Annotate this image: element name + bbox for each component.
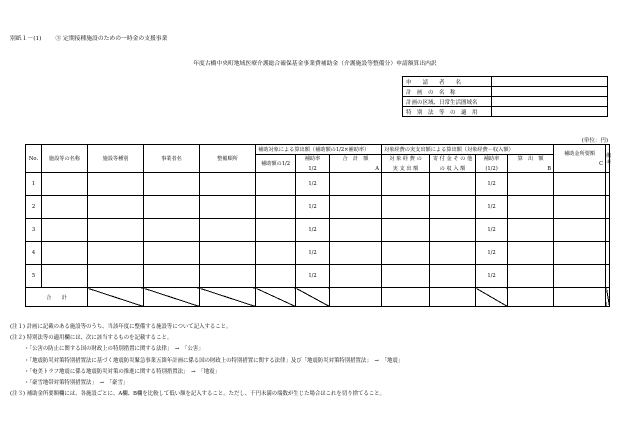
total-facility-type-void (88, 288, 144, 307)
group-header-actual-cost: 対象経費の実支出額による算出額（対象経費－収入額） (382, 145, 554, 155)
cell-business-name[interactable] (144, 242, 200, 265)
required-amount-label: 補助金所要額 (563, 151, 596, 157)
cell-half-amount[interactable] (256, 219, 296, 242)
cell-rate-b: 1/2 (476, 173, 508, 196)
col-header-calculated-b (508, 155, 554, 173)
row-number: 1 (26, 173, 42, 196)
cell-rate-b: 1/2 (476, 265, 508, 288)
table-row (26, 173, 610, 196)
table-row (26, 242, 610, 265)
total-a-mark: A (375, 166, 380, 172)
cell-actual-cost[interactable] (382, 265, 430, 288)
cell-remarks[interactable] (606, 196, 610, 219)
cell-required-amount[interactable] (554, 219, 606, 242)
info-value-plan-area[interactable] (492, 97, 608, 107)
col-header-business-name: 事業者名 (144, 145, 200, 173)
total-a-label: 合 計 額 (342, 156, 369, 162)
cell-rate-a: 1/2 (296, 219, 330, 242)
cell-facility-name[interactable] (42, 173, 88, 196)
cell-facility-type[interactable] (88, 173, 144, 196)
info-row (403, 97, 608, 107)
total-half-amount-void (256, 288, 296, 307)
total-label: 合 計 (26, 288, 88, 307)
table-row (26, 219, 610, 242)
cell-total-a[interactable] (330, 219, 382, 242)
col-header-facility-type: 施設等種別 (88, 145, 144, 173)
cell-rate-b: 1/2 (476, 219, 508, 242)
group-header-subsidy: 補助対象による算出額（補助額の1/2×補助率） (256, 145, 382, 155)
cell-required-amount[interactable] (554, 265, 606, 288)
cell-calculated-b[interactable] (508, 173, 554, 196)
total-actual-cost-cell[interactable] (382, 288, 430, 307)
info-label-plan-area: 計画の区域、日常生活圏域名 (403, 97, 492, 107)
cell-facility-name[interactable] (42, 196, 88, 219)
cell-facility-name[interactable] (42, 219, 88, 242)
cell-category[interactable] (200, 196, 256, 219)
col-header-category: 整備順所 (200, 145, 256, 173)
note-2-item-snow: ・「豪雪地帯対策特別措置法」 → 「豪雪」 (24, 380, 129, 387)
cell-rate-a: 1/2 (296, 265, 330, 288)
cell-business-name[interactable] (144, 219, 200, 242)
rate-a-sub: 1/2 (308, 166, 317, 172)
cell-facility-type[interactable] (88, 242, 144, 265)
table-row (26, 265, 610, 288)
col-header-half-amount: 補助額の1/2 (256, 155, 296, 173)
note-3: (注３) 補助金所要額欄には、各施設ごとに、A欄、B欄を比較して低い額を記入すること。ただし、千円未満の端数が生じた場合はこれを切り捨てること。 (10, 391, 385, 398)
table-row (26, 196, 610, 219)
cell-actual-cost[interactable] (382, 242, 430, 265)
total-row (26, 288, 610, 307)
calculation-table (25, 144, 617, 307)
info-row (403, 107, 608, 117)
cell-rate-a: 1/2 (296, 242, 330, 265)
cell-required-amount[interactable] (554, 242, 606, 265)
col-header-required-amount (554, 145, 606, 173)
other-income-line1: 寄 付 金 そ の 他 (432, 156, 473, 162)
rate-a-label: 補助率 (304, 156, 321, 162)
info-row (403, 77, 608, 87)
cell-required-amount[interactable] (554, 196, 606, 219)
row-number: 3 (26, 219, 42, 242)
cell-business-name[interactable] (144, 265, 200, 288)
rate-b-sub: (1/2) (485, 166, 498, 172)
cell-category[interactable] (200, 173, 256, 196)
info-label-plan-name: 計 画 の 名 称 (403, 87, 492, 97)
cell-remarks[interactable] (606, 173, 610, 196)
cell-business-name[interactable] (144, 173, 200, 196)
cell-calculated-b[interactable] (508, 242, 554, 265)
cell-half-amount[interactable] (256, 242, 296, 265)
row-number: 5 (26, 265, 42, 288)
header-row-1 (26, 145, 610, 155)
cell-remarks[interactable] (606, 219, 610, 242)
cell-other-income[interactable] (430, 173, 476, 196)
cell-total-a[interactable] (330, 265, 382, 288)
cell-rate-b: 1/2 (476, 242, 508, 265)
cell-half-amount[interactable] (256, 196, 296, 219)
reference-number: 別紙１－(1) (10, 36, 42, 42)
info-label-special-law: 特 別 法 等 の 適 用 (403, 107, 492, 117)
total-a-cell[interactable] (330, 288, 382, 307)
note-2-item-pollution: ・「公害の防止に関する国の財政上の特別措置に関する法律」 → 「公害」 (24, 346, 204, 353)
row-number: 4 (26, 242, 42, 265)
cell-business-name[interactable] (144, 196, 200, 219)
calculated-b-label: 算 出 額 (517, 156, 544, 162)
other-income-line2: の 収 入 額 (439, 166, 466, 172)
actual-cost-line1: 対 象 経 費 の (389, 156, 422, 162)
calculated-b-mark: B (547, 166, 552, 172)
cell-total-a[interactable] (330, 173, 382, 196)
required-amount-mark: C (599, 161, 604, 167)
cell-other-income[interactable] (430, 242, 476, 265)
cell-category[interactable] (200, 219, 256, 242)
row-number: 2 (26, 196, 42, 219)
total-rate-a-void (296, 288, 330, 307)
total-b-cell[interactable] (508, 288, 554, 307)
cell-facility-type[interactable] (88, 265, 144, 288)
reference-item: ③ 定期接種施設のための一時金の支援事業 (55, 36, 168, 42)
note-2-item-earthquake: ・「地震防災対策特別措置法に基づく地震防災緊急事業五箇年計画に係る国の財政上の特別措置に関する法律」及び「地震防災対策特別措置法」 → 「地震」 (24, 357, 404, 364)
cell-actual-cost[interactable] (382, 173, 430, 196)
total-category-void (200, 288, 256, 307)
cell-calculated-b[interactable] (508, 219, 554, 242)
cell-total-a[interactable] (330, 242, 382, 265)
info-row (403, 87, 608, 97)
total-business-void (144, 288, 200, 307)
note-2: (注２) 特別法等の適用欄には、次に該当するものを記載すること。 (10, 335, 173, 342)
applicant-info-table (402, 76, 608, 117)
info-label-applicant: 申 請 者 名 (403, 77, 492, 87)
cell-total-a[interactable] (330, 196, 382, 219)
info-value-plan-name[interactable] (492, 87, 608, 97)
col-header-no: No. (26, 145, 42, 173)
col-header-rate-b (476, 155, 508, 173)
notes-section (10, 322, 403, 400)
col-header-rate-a (296, 155, 330, 173)
rate-b-label: 補助率 (483, 156, 500, 162)
cell-remarks[interactable] (606, 242, 610, 265)
cell-category[interactable] (200, 242, 256, 265)
cell-required-amount[interactable] (554, 173, 606, 196)
total-remarks-void (606, 288, 610, 307)
col-header-actual-cost (382, 155, 430, 173)
cell-calculated-b[interactable] (508, 196, 554, 219)
col-header-facility-name: 施設等の名称 (42, 145, 88, 173)
cell-other-income[interactable] (430, 265, 476, 288)
cell-actual-cost[interactable] (382, 196, 430, 219)
cell-rate-a: 1/2 (296, 173, 330, 196)
note-2-item-trough: ・「奄美トラフ地震に係る地震防災対策の推進に関する特別措置法」 → 「地震」 (24, 368, 220, 375)
col-header-remarks: 備 考 (606, 145, 610, 173)
cell-other-income[interactable] (430, 196, 476, 219)
document-title: 年度古橋中央町地域医療介護総合確保基金事業費補助金（介護施設等整備分）申請額算出内訳 (193, 61, 437, 67)
total-rate-b-void (476, 288, 508, 307)
cell-facility-type[interactable] (88, 196, 144, 219)
reference-line (10, 33, 167, 42)
unit-label: (単位：円) (581, 138, 608, 144)
cell-facility-name[interactable] (42, 242, 88, 265)
info-value-applicant[interactable] (492, 77, 608, 87)
cell-other-income[interactable] (430, 219, 476, 242)
cell-rate-a: 1/2 (296, 196, 330, 219)
note-1: (注１) 計画に記載のある施設等のうち、当該年度に整備する施設等について記入すること。 (10, 324, 232, 330)
cell-category[interactable] (200, 265, 256, 288)
total-other-income-cell[interactable] (430, 288, 476, 307)
cell-calculated-b[interactable] (508, 265, 554, 288)
col-header-other-income (430, 155, 476, 173)
cell-remarks[interactable] (606, 265, 610, 288)
cell-facility-type[interactable] (88, 219, 144, 242)
total-required-cell[interactable] (554, 288, 606, 307)
cell-facility-name[interactable] (42, 265, 88, 288)
cell-rate-b: 1/2 (476, 196, 508, 219)
cell-half-amount[interactable] (256, 173, 296, 196)
actual-cost-line2: 実 支 出 額 (392, 166, 419, 172)
col-header-total-a (330, 155, 382, 173)
cell-half-amount[interactable] (256, 265, 296, 288)
info-value-special-law[interactable] (492, 107, 608, 117)
cell-actual-cost[interactable] (382, 219, 430, 242)
